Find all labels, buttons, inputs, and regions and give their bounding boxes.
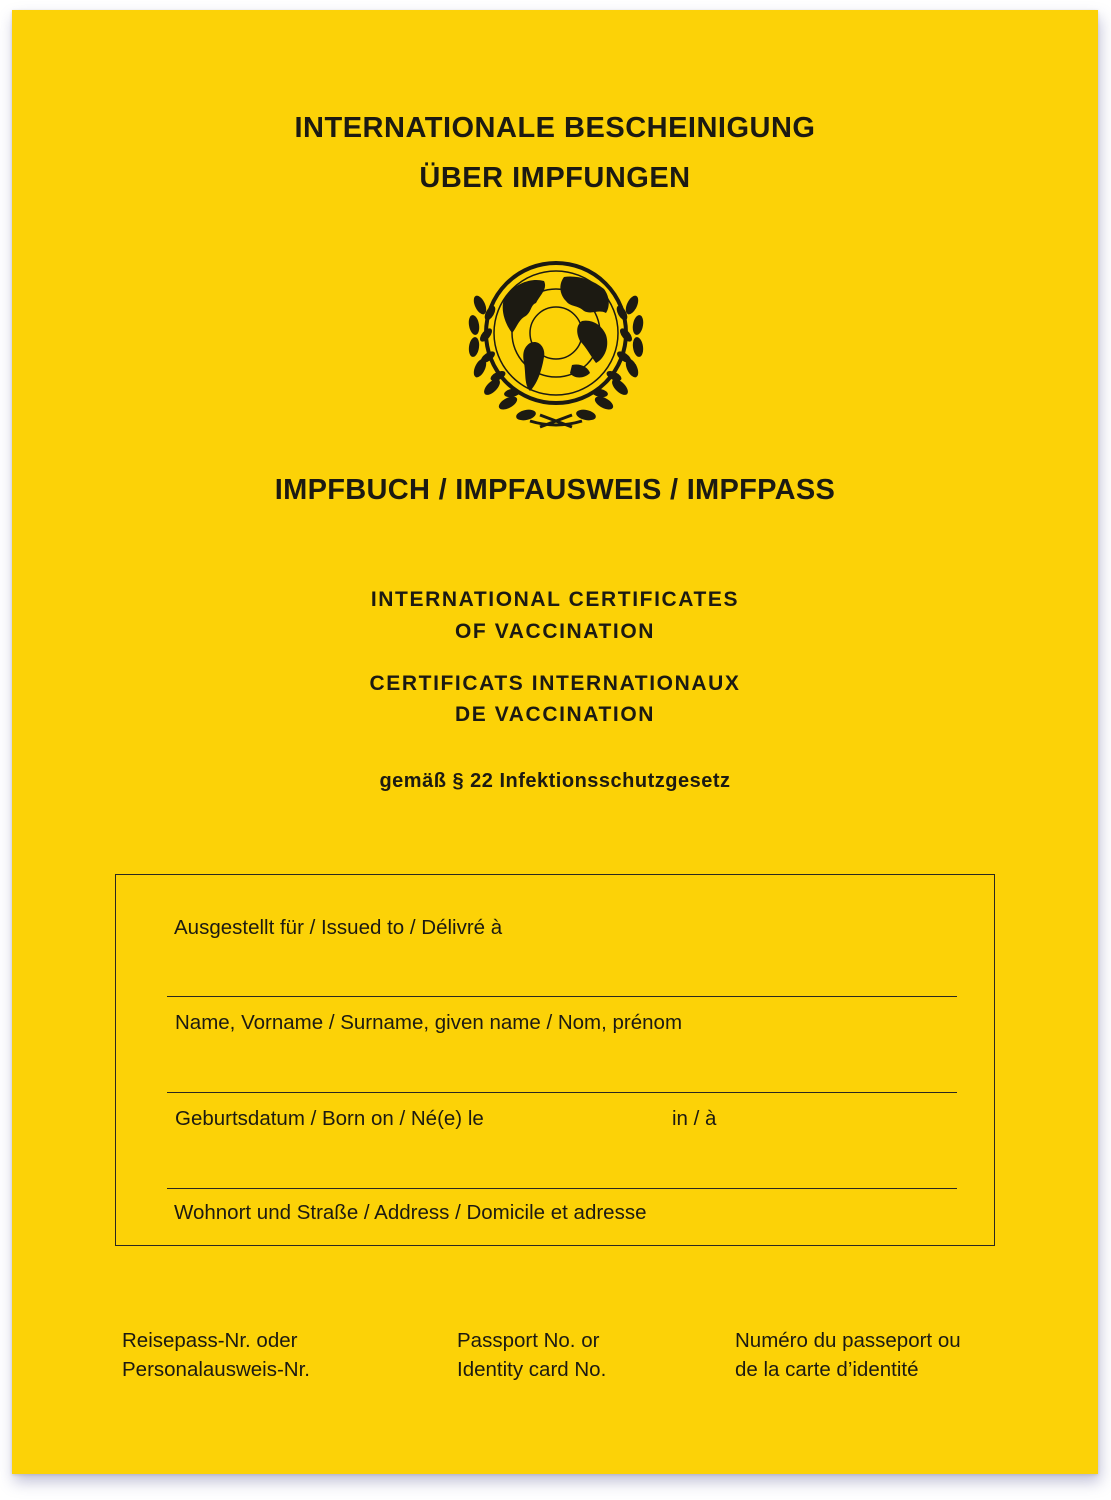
passport-label-de-line2: Personalausweis-Nr. <box>122 1358 310 1381</box>
passport-label-fr-line1: Numéro du passeport ou <box>735 1329 961 1352</box>
birth-line <box>167 1188 957 1189</box>
birth-place-label: in / à <box>672 1107 717 1130</box>
certificate-title-fr-line1: CERTIFICATS INTERNATIONAUX <box>369 672 741 695</box>
passport-label-de <box>122 1326 310 1384</box>
holder-details-box <box>115 874 995 1246</box>
name-line <box>167 1092 957 1093</box>
issued-to-line <box>167 996 957 997</box>
certificate-title-en-line2: OF VACCINATION <box>454 620 656 643</box>
issued-to-label: Ausgestellt für / Issued to / Délivré à <box>174 916 503 939</box>
certificate-title-fr-line2: DE VACCINATION <box>454 703 656 726</box>
legal-basis: gemäß § 22 Infektionsschutzgesetz <box>379 770 731 792</box>
cover-title-line2: ÜBER IMPFUNGEN <box>419 162 691 194</box>
globe-laurel-emblem-icon <box>460 255 652 437</box>
passport-label-fr-line2: de la carte d’identité <box>735 1358 919 1381</box>
address-label: Wohnort und Straße / Address / Domicile et adresse <box>174 1201 647 1224</box>
certificate-title-en-line1: INTERNATIONAL CERTIFICATES <box>370 588 740 611</box>
passport-label-en-line1: Passport No. or <box>457 1329 600 1352</box>
cover-title-line1: INTERNATIONALE BESCHEINIGUNG <box>294 112 816 144</box>
vaccination-booklet-cover <box>12 10 1098 1474</box>
birth-date-label: Geburtsdatum / Born on / Né(e) le <box>175 1107 484 1130</box>
name-label: Name, Vorname / Surname, given name / Nom, prénom <box>175 1011 683 1034</box>
passport-label-en-line2: Identity card No. <box>457 1358 607 1381</box>
booklet-subtitle: IMPFBUCH / IMPFAUSWEIS / IMPFPASS <box>274 474 836 506</box>
passport-label-en <box>457 1326 606 1384</box>
passport-label-fr <box>735 1326 961 1384</box>
passport-label-de-line1: Reisepass-Nr. oder <box>122 1329 298 1352</box>
